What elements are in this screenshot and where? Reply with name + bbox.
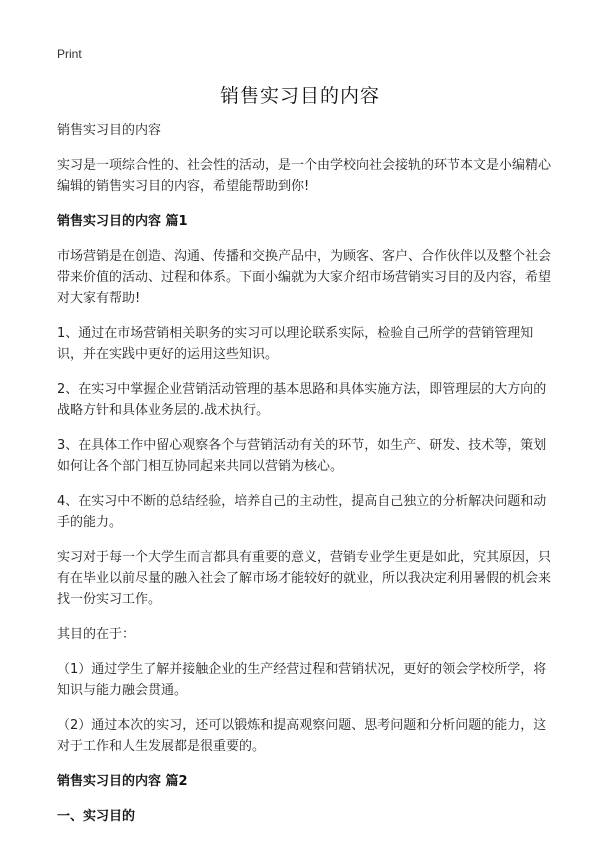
- sub-item-1: （1）通过学生了解并接触企业的生产经营过程和营销状况，更好的领会学校所学，将知识与能力融会贯通。: [57, 662, 547, 698]
- print-label[interactable]: Print: [57, 47, 82, 61]
- paragraph: 市场营销是在创造、沟通、传播和交换产品中，为顾客、客户、合作伙伴以及整个社会带来价值的活动、过程和体系。下面小编就为大家介绍市场营销实习目的及内容，希望对大家有帮助!: [57, 249, 552, 306]
- list-item-1: 1、通过在市场营销相关职务的实习可以理论联系实际，检验自己所学的营销管理知识，并在实践中更好的运用这些知识。: [57, 326, 534, 362]
- page-title: 销售实习目的内容: [219, 85, 380, 107]
- list-item-3: 3、在具体工作中留心观察各个与营销活动有关的环节，如生产、研发、技术等，策划如何让各个部门相互协同起来共同以营销为核心。: [57, 438, 547, 474]
- section-heading-1: 销售实习目的内容 篇1: [57, 214, 188, 229]
- paragraph: 其目的在于：: [57, 627, 136, 642]
- section-subheading: 一、实习目的: [57, 809, 136, 824]
- subtitle: 销售实习目的内容: [57, 123, 162, 138]
- intro-paragraph: 实习是一项综合性的、社会性的活动，是一个由学校向社会接轨的环节本文是小编精心编辑的销售实习目的内容，希望能帮助到你!: [57, 158, 552, 194]
- list-item-4: 4、在实习中不断的总结经验，培养自己的主动性，提高自己独立的分析解决问题和动手的能力。: [57, 494, 547, 530]
- section-heading-2: 销售实习目的内容 篇2: [57, 774, 188, 789]
- list-item-2: 2、在实习中掌握企业营销活动管理的基本思路和具体实施方法，即管理层的大方向的战略方针和具体业务层的.战术执行。: [57, 382, 547, 418]
- paragraph: 实习对于每一个大学生而言都具有重要的意义，营销专业学生更是如此，究其原因，只有在毕业以前尽量的融入社会了解市场才能较好的就业，所以我决定利用暑假的机会来找一份实习工作。: [57, 550, 552, 607]
- sub-item-2: （2）通过本次的实习，还可以锻炼和提高观察问题、思考问题和分析问题的能力，这对于工作和人生发展都是很重要的。: [57, 718, 547, 754]
- document-body: [57, 120, 557, 841]
